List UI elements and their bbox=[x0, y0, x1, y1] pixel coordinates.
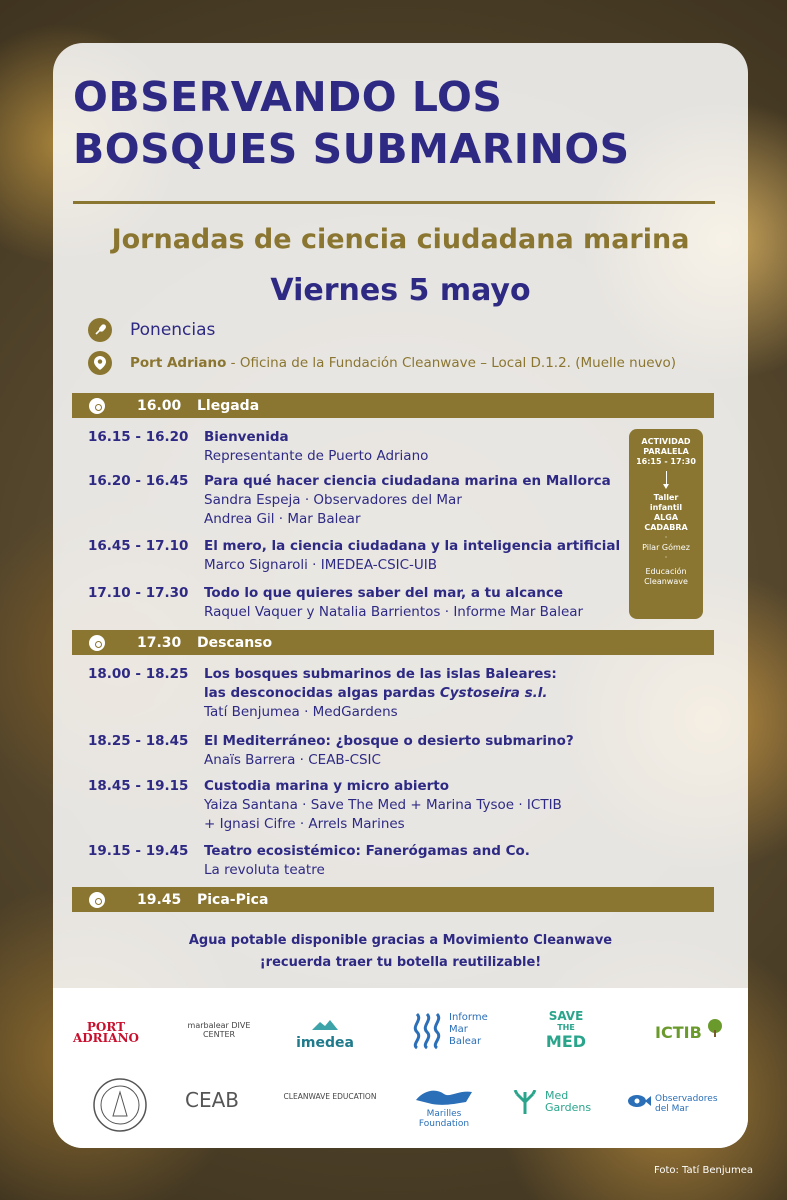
logo-text: imedea bbox=[296, 1035, 354, 1051]
poster-card bbox=[53, 43, 748, 1148]
side-workshop: infantil bbox=[649, 503, 683, 512]
cleanwave-education-logo bbox=[275, 1092, 385, 1101]
session-speaker: Anaïs Barrera · CEAB-CSIC bbox=[204, 752, 381, 768]
session-time: 16.20 - 16.45 bbox=[88, 473, 189, 489]
footer-line: Agua potable disponible gracias a Movimiento Cleanwave bbox=[188, 933, 613, 948]
clock-icon bbox=[89, 398, 105, 414]
logo-text: CLEANWAVE EDUCATION bbox=[283, 1092, 377, 1101]
species-name: Cystoseira s.l. bbox=[439, 685, 548, 701]
session-title: El mero, la ciencia ciudadana y la inteligencia artificial bbox=[204, 538, 621, 554]
session-title: Bienvenida bbox=[204, 429, 289, 445]
university-seal-logo bbox=[91, 1076, 149, 1134]
side-workshop: ALGA bbox=[653, 513, 679, 522]
session-title: Todo lo que quieres saber del mar, a tu alcance bbox=[204, 585, 564, 601]
logo-text: SAVE bbox=[548, 1009, 584, 1023]
logo-text: MED bbox=[545, 1032, 587, 1051]
logo-text: CEAB bbox=[184, 1088, 239, 1112]
session-time: 19.15 - 19.45 bbox=[88, 843, 189, 859]
session-title-part: las desconocidas algas pardas bbox=[204, 685, 440, 701]
schedule-bar-arrival bbox=[72, 393, 714, 418]
informe-mar-balear-logo bbox=[413, 1012, 503, 1050]
logo-text: Med bbox=[545, 1089, 569, 1102]
location-name: Port Adriano bbox=[130, 355, 227, 371]
schedule-bar-closing bbox=[72, 887, 714, 912]
microphone-icon bbox=[88, 318, 112, 342]
location-row bbox=[88, 351, 676, 375]
subtitle: Jornadas de ciencia ciudadana marina bbox=[111, 224, 690, 255]
session-title: Los bosques submarinos de las islas Baleares: bbox=[204, 666, 557, 682]
logo-text: Mar bbox=[449, 1024, 468, 1035]
side-workshop: CADABRA bbox=[644, 523, 688, 532]
arrow-down-icon bbox=[666, 471, 667, 487]
footer-line: ¡recuerda traer tu botella reutilizable! bbox=[259, 955, 542, 970]
side-heading: PARALELA bbox=[643, 447, 689, 456]
side-org: Cleanwave bbox=[644, 577, 688, 586]
event-type-row bbox=[88, 318, 215, 342]
logo-text: Marilles bbox=[426, 1109, 462, 1119]
session-speaker: Raquel Vaquer y Natalia Barrientos · Informe Mar Balear bbox=[204, 604, 584, 620]
session-title: Teatro ecosistémico: Fanerógamas and Co. bbox=[204, 843, 530, 859]
side-workshop: Taller bbox=[653, 493, 679, 502]
logo-text: del Mar bbox=[655, 1104, 689, 1114]
logo-text: Foundation bbox=[418, 1119, 470, 1129]
ceab-logo bbox=[177, 1088, 247, 1112]
location-pin-icon bbox=[88, 351, 112, 375]
bar-time: 19.45 bbox=[137, 891, 182, 908]
session-title-cont bbox=[204, 684, 624, 703]
session-time: 18.25 - 18.45 bbox=[88, 733, 189, 749]
tree-icon bbox=[705, 1018, 725, 1038]
page-title: OBSERVANDO LOS BOSQUES SUBMARINOS bbox=[73, 73, 630, 173]
session-speaker: Marco Signaroli · IMEDEA-CSIC-UIB bbox=[204, 557, 438, 573]
ictib-logo bbox=[651, 1018, 729, 1042]
fish-eye-icon bbox=[627, 1094, 651, 1108]
session-title: Para qué hacer ciencia ciudadana marina en Mallorca bbox=[204, 473, 611, 489]
session-title: Custodia marina y micro abierto bbox=[204, 778, 450, 794]
logo-text: ADRIANO bbox=[72, 1031, 140, 1045]
clock-icon bbox=[89, 635, 105, 651]
footer-note bbox=[53, 930, 748, 974]
schedule-bar-break bbox=[72, 630, 714, 655]
port-adriano-logo bbox=[71, 1022, 141, 1044]
session-time: 18.45 - 19.15 bbox=[88, 778, 189, 794]
location-text bbox=[130, 355, 676, 371]
session-speaker: + Ignasi Cifre · Arrels Marines bbox=[204, 816, 405, 832]
event-type: Ponencias bbox=[130, 320, 216, 340]
bar-time: 17.30 bbox=[137, 634, 182, 651]
bar-time: 16.00 bbox=[137, 397, 182, 414]
bar-label: Llegada bbox=[197, 397, 260, 414]
session-speaker: Yaiza Santana · Save The Med + Marina Tysoe · ICTIB bbox=[204, 797, 562, 813]
wave-icon bbox=[312, 1018, 338, 1032]
bar-label: Descanso bbox=[197, 634, 273, 651]
session-title: El Mediterráneo: ¿bosque o desierto submarino? bbox=[204, 733, 574, 749]
logo-text: ICTIB bbox=[655, 1023, 702, 1042]
logo-text: Observadores bbox=[655, 1094, 718, 1104]
side-heading: ACTIVIDAD bbox=[641, 437, 691, 446]
session-time: 16.45 - 17.10 bbox=[88, 538, 189, 554]
observadores-del-mar-logo bbox=[627, 1094, 737, 1114]
sponsor-logos bbox=[53, 988, 748, 1148]
logo-text: PORT bbox=[86, 1020, 126, 1034]
coral-icon bbox=[511, 1090, 539, 1114]
session-time: 18.00 - 18.25 bbox=[88, 666, 189, 682]
logo-text: Gardens bbox=[545, 1101, 592, 1114]
side-org: Educación bbox=[645, 567, 687, 576]
session-speaker: Andrea Gil · Mar Balear bbox=[204, 511, 361, 527]
session-speaker: Sandra Espeja · Observadores del Mar bbox=[204, 492, 462, 508]
imedea-logo bbox=[289, 1018, 361, 1051]
session-speaker: Representante de Puerto Adriano bbox=[204, 448, 429, 464]
marilles-logo bbox=[409, 1084, 479, 1129]
photo-credit: Foto: Tatí Benjumea bbox=[653, 1165, 753, 1176]
marbalear-logo bbox=[179, 1021, 259, 1039]
bar-label: Pica-Pica bbox=[197, 891, 269, 908]
logo-text: THE bbox=[557, 1023, 575, 1032]
location-detail: - Oficina de la Fundación Cleanwave – Local D.1.2. (Muelle nuevo) bbox=[226, 355, 677, 371]
session-speaker: Tatí Benjumea · MedGardens bbox=[204, 704, 398, 720]
medgardens-logo bbox=[511, 1090, 611, 1114]
parallel-activity-box bbox=[629, 429, 703, 619]
side-person: Pilar Gómez bbox=[642, 543, 690, 552]
session-speaker: La revoluta teatre bbox=[204, 862, 325, 878]
logo-text: marbalear DIVE CENTER bbox=[187, 1021, 251, 1039]
save-the-med-logo bbox=[543, 1010, 589, 1050]
side-separator: · bbox=[664, 553, 668, 562]
side-separator: · bbox=[664, 533, 668, 542]
logo-text: Balear bbox=[449, 1036, 482, 1047]
side-time: 16:15 - 17:30 bbox=[636, 457, 696, 466]
event-date: Viernes 5 mayo bbox=[270, 273, 531, 308]
title-divider bbox=[73, 201, 715, 204]
waves-icon bbox=[413, 1012, 445, 1050]
session-time: 16.15 - 16.20 bbox=[88, 429, 189, 445]
islands-icon bbox=[414, 1084, 474, 1106]
clock-icon bbox=[89, 892, 105, 908]
session-time: 17.10 - 17.30 bbox=[88, 585, 189, 601]
logo-text: Informe bbox=[449, 1012, 488, 1023]
